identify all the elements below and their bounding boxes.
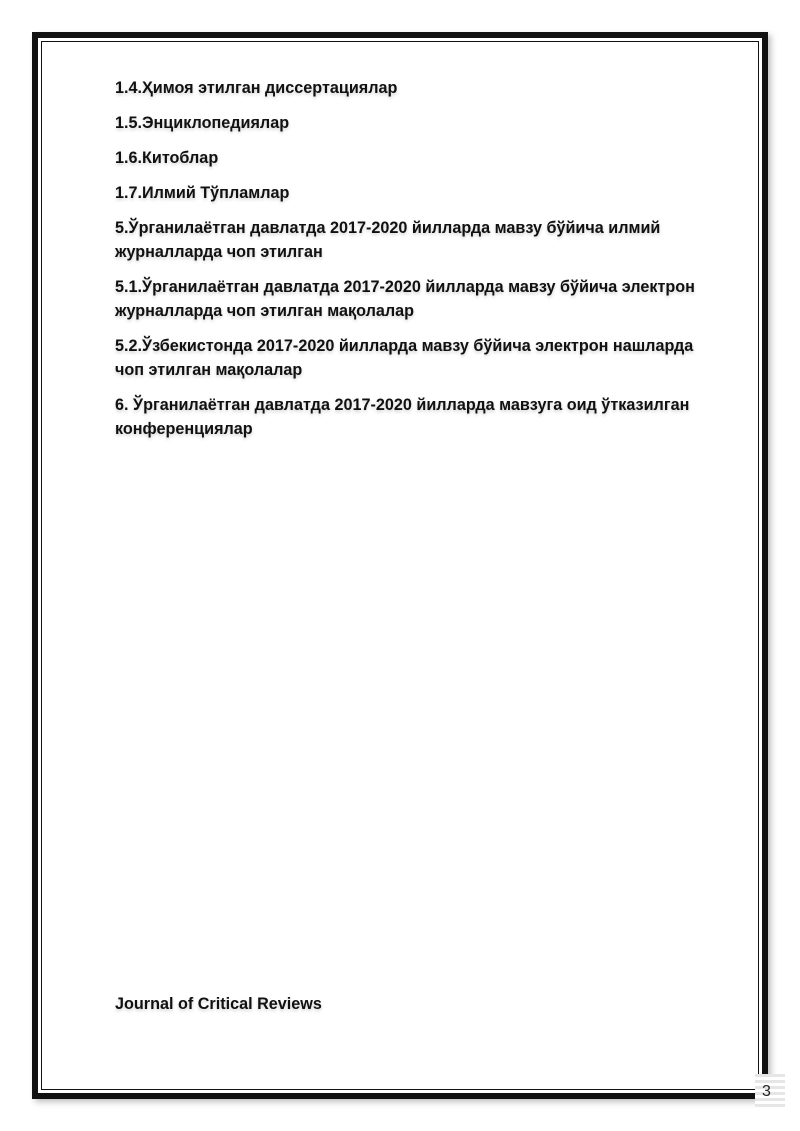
list-item-5-1: 5.1.Ўрганилаётган давлатда 2017-2020 йилларда мавзу бўйича электрон журналларда чоп этилган мақолалар <box>115 278 695 320</box>
list-item-1-5: 1.5.Энциклопедиялар <box>115 114 290 132</box>
list-item-5-2: 5.2.Ўзбекистонда 2017-2020 йилларда мавзу бўйича электрон нашларда чоп этилган мақолалар <box>115 337 694 379</box>
list-item-1-6: 1.6.Китоблар <box>115 149 219 167</box>
list-item-5: 5.Ўрганилаётган давлатда 2017-2020 йилларда мавзу бўйича илмий журналларда чоп этилган <box>115 219 661 261</box>
journal-title: Journal of Critical Reviews <box>115 995 322 1013</box>
list-item-1-4: 1.4.Ҳимоя этилган диссертациялар <box>115 79 398 97</box>
list-item-1-7: 1.7.Илмий Тўпламлар <box>115 184 290 202</box>
list-item-6: 6. Ўрганилаётган давлатда 2017-2020 йилларда мавзуга оид ўтказилган конференциялар <box>115 396 690 438</box>
page-number: 3 <box>762 1083 771 1100</box>
document-body <box>115 76 715 452</box>
